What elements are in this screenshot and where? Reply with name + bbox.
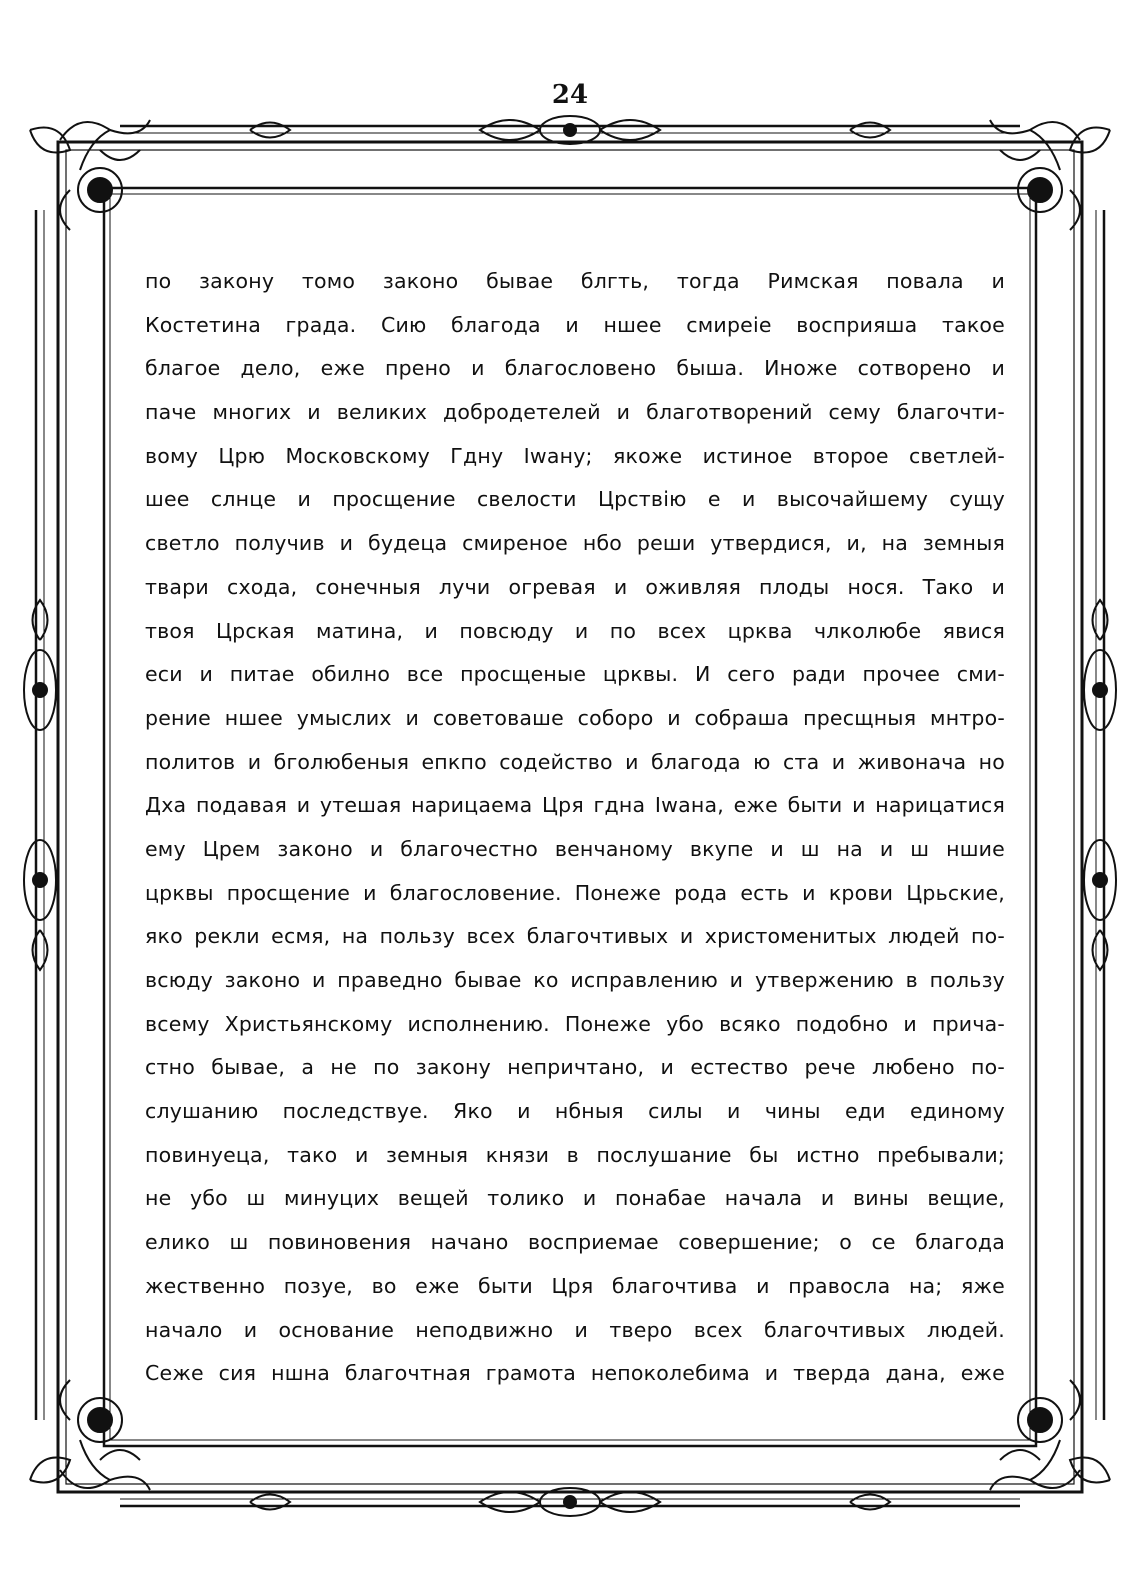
text-line: начало и основание неподвижно и тверо всех благочтивых людей. [145, 1317, 1005, 1342]
text-line: политов и бголюбеныя епкпо содейство и благода ю ста и живонача но [145, 749, 1005, 774]
corner-ornament-bottom-right [990, 1380, 1110, 1490]
text-line: благое дело, еже прено и благословено быша. Иноже сотворено и [145, 356, 1005, 381]
text-line: вому Црю Московскому Гдну Iwану; якоже истиное второе светлей- [145, 443, 1005, 468]
text-line: всюду законо и праведно бывае ко исправлению и утвержению в пользу [145, 968, 1005, 992]
corner-ornament-bottom-left [30, 1380, 150, 1490]
text-line: ему Црем законо и благочестно венчаному вкупе и ш на и ш ншие [145, 836, 1005, 861]
text-line: Дха подавая и утешая нарицаема Цря гдна Iwана, еже быти и нарицатися [145, 793, 1005, 818]
text-line: не убо ш минуцих вещей толико и понабае начала и вины вещие, [145, 1186, 1005, 1211]
text-line: твари схода, сонечныя лучи огревая и оживляя плоды нося. Тако и [145, 574, 1005, 599]
text-line: жественно позуе, во еже быти Цря благочтива и правосла на; яже [145, 1273, 1005, 1298]
text-line: светло получив и будеца смиреное нбо реши утвердися, и, на земныя [145, 531, 1005, 556]
text-line: всему Христьянскому исполнению. Понеже убо всяко подобно и прича- [145, 1011, 1005, 1036]
text-line: Костетина града. Сию благода и ншее смиреie восприяша такое [145, 312, 1005, 337]
text-line: елико ш повиновения начано восприемае совершение; о се благода [145, 1230, 1005, 1255]
text-line: црквы просщение и благословение. Понеже рода есть и крови Црьские, [145, 880, 1005, 905]
mid-ornament-top [250, 116, 890, 144]
text-line: рение ншее умыслих и советоваше соборо и собраша пресщныя мнтро- [145, 705, 1005, 730]
corner-ornament-top-right [990, 120, 1110, 230]
page-number: 24 [551, 80, 589, 110]
text-line: твоя Црская матина, и повсюду и по всех црква члколюбе явися [145, 618, 1005, 643]
text-line: Сеже сия ншна благочтная грамота непоколебима и тверда дана, еже [145, 1361, 1005, 1386]
text-line: по закону томо законо бывае блгть, тогда Римская повала и [145, 269, 1005, 293]
text-line: повинуеца, тако и земныя князи в послушание бы истно пребывали; [145, 1142, 1005, 1167]
text-line: паче многих и великих добродетелей и благотворений сему благочти- [145, 400, 1005, 425]
text-line: стно бывае, а не по закону непричтано, и естество рече любено по- [145, 1055, 1005, 1080]
corner-ornament-top-left [30, 120, 150, 230]
text-line: еси и питае обилно все просщеные црквы. И сего ради прочее сми- [145, 662, 1005, 687]
text-line: яко рекли есмя, на пользу всех благочтивых и христоменитых людей по- [145, 924, 1005, 949]
text-line: шее слнце и просщение свелости Црствiю е и высочайшему сущу [145, 487, 1005, 512]
text-line: слушанию последствуе. Яко и нбныя силы и чины еди единому [145, 1099, 1005, 1124]
body-text [145, 260, 1005, 1396]
